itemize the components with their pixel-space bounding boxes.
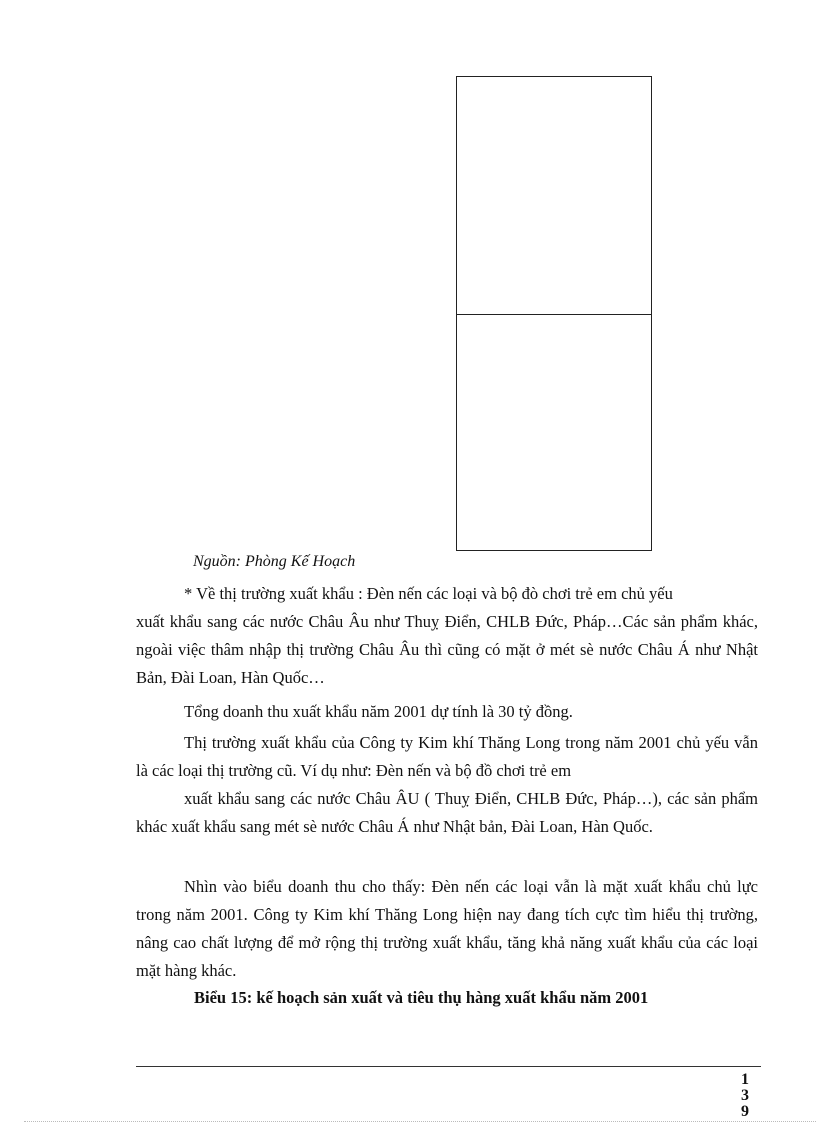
paragraph-1-rest: xuất khẩu sang các nước Châu Âu như Thuỵ Điển, CHLB Đức, Pháp…Các sản phẩm khác, ngoài việc thâm nhập thị trường Châu Âu thì cũng có mặt ở mét sè nước Châu Á như Nhật Bản, Đài Loan, Hàn Quốc… bbox=[136, 612, 758, 687]
footer-rule bbox=[136, 1066, 761, 1067]
paragraph-4-text: Nhìn vào biểu doanh thu cho thấy: Đèn nến các loại vẫn là mặt xuất khẩu chủ lực trong năm 2001. Công ty Kim khí Thăng Long hiện nay đang tích cực tìm hiểu thị trường, nâng cao chất lượng để mở rộng thị trường xuất khẩu, tăng khả năng xuất khẩu của các loại mặt hàng khác. bbox=[136, 877, 758, 980]
page-number-digit: 3 bbox=[741, 1087, 749, 1104]
body-paragraph-2 bbox=[136, 698, 758, 726]
paragraph-3-part-2: xuất khẩu sang các nước Châu ÂU ( Thuỵ Điển, CHLB Đức, Pháp…), các sản phẩm khác xuất khẩu sang mét sè nước Châu Á như Nhật bản, Đài Loan, Hàn Quốc. bbox=[136, 789, 758, 836]
source-note: Nguồn: Phòng Kế Hoạch bbox=[193, 553, 356, 570]
paragraph-3-part-1: Thị trường xuất khẩu của Công ty Kim khí Thăng Long trong năm 2001 chủ yếu vẫn là các loại thị trường cũ. Ví dụ như: Đèn nến và bộ đồ chơi trẻ em bbox=[136, 733, 758, 780]
table-caption: Biểu 15: kế hoạch sản xuất và tiêu thụ hàng xuất khẩu năm 2001 bbox=[194, 988, 649, 1007]
paragraph-1-first-line: * Về thị trường xuất khẩu : Đèn nến các loại và bộ đò chơi trẻ em chủ yếu bbox=[184, 584, 673, 603]
paragraph-2-text: Tổng doanh thu xuất khẩu năm 2001 dự tính là 30 tỷ đồng. bbox=[184, 702, 573, 721]
page-number bbox=[738, 1072, 752, 1120]
page-number-digit: 9 bbox=[741, 1103, 749, 1120]
body-paragraph-1 bbox=[136, 580, 758, 692]
page-number-digit: 1 bbox=[741, 1071, 749, 1088]
figure-frame-bottom bbox=[456, 314, 652, 551]
page-bottom-border bbox=[24, 1121, 816, 1122]
body-paragraph-3 bbox=[136, 729, 758, 841]
body-paragraph-4 bbox=[136, 873, 758, 985]
figure-frame-top bbox=[456, 76, 652, 315]
